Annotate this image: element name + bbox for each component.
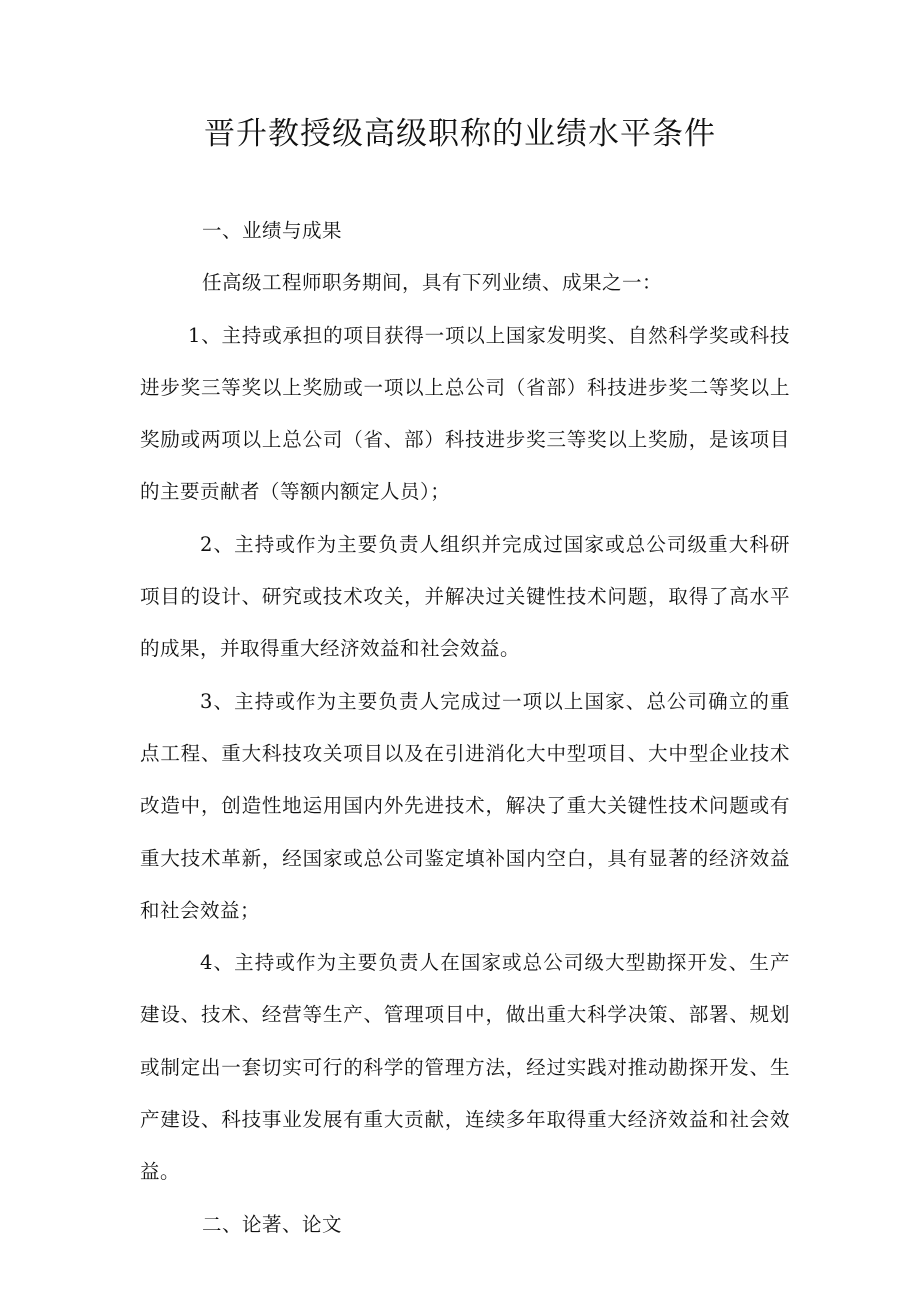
document-body bbox=[140, 205, 790, 1251]
section-heading-publications: 二、论著、论文 bbox=[202, 1212, 343, 1236]
list-item-4: 4、主持或作为主要负责人在国家或总公司级大型勘探开发、生产建设、技术、经营等生产、管理项目中，做出重大科学决策、部署、规划或制定出一套切实可行的科学的管理方法，经过实践对推动勘探开发、生产建设、科技事业发展有重大贡献，连续多年取得重大经济效益和社会效益。 bbox=[140, 951, 790, 1184]
list-item-3: 3、主持或作为主要负责人完成过一项以上国家、总公司确立的重点工程、重大科技攻关项目以及在引进消化大中型项目、大中型企业技术改造中，创造性地运用国内外先进技术，解决了重大关键性技术问题或有重大技术革新，经国家或总公司鉴定填补国内空白，具有显著的经济效益和社会效益； bbox=[140, 689, 790, 922]
page-title: 晋升教授级高级职称的业绩水平条件 bbox=[204, 116, 716, 152]
list-item-1: 1、主持或承担的项目获得一项以上国家发明奖、自然科学奖或科技进步奖三等奖以上奖励或一项以上总公司（省部）科技进步奖二等奖以上奖励或两项以上总公司（省、部）科技进步奖三等奖以上奖励，是该项目的主要贡献者（等额内额定人员）； bbox=[140, 323, 790, 504]
section-heading-achievements: 一、业绩与成果 bbox=[202, 219, 343, 242]
intro-paragraph: 任高级工程师职务期间，具有下列业绩、成果之一： bbox=[202, 271, 663, 295]
list-item-2: 2、主持或作为主要负责人组织并完成过国家或总公司级重大科研项目的设计、研究或技术攻关，并解决过关键性技术问题，取得了高水平的成果，并取得重大经济效益和社会效益。 bbox=[140, 532, 790, 661]
